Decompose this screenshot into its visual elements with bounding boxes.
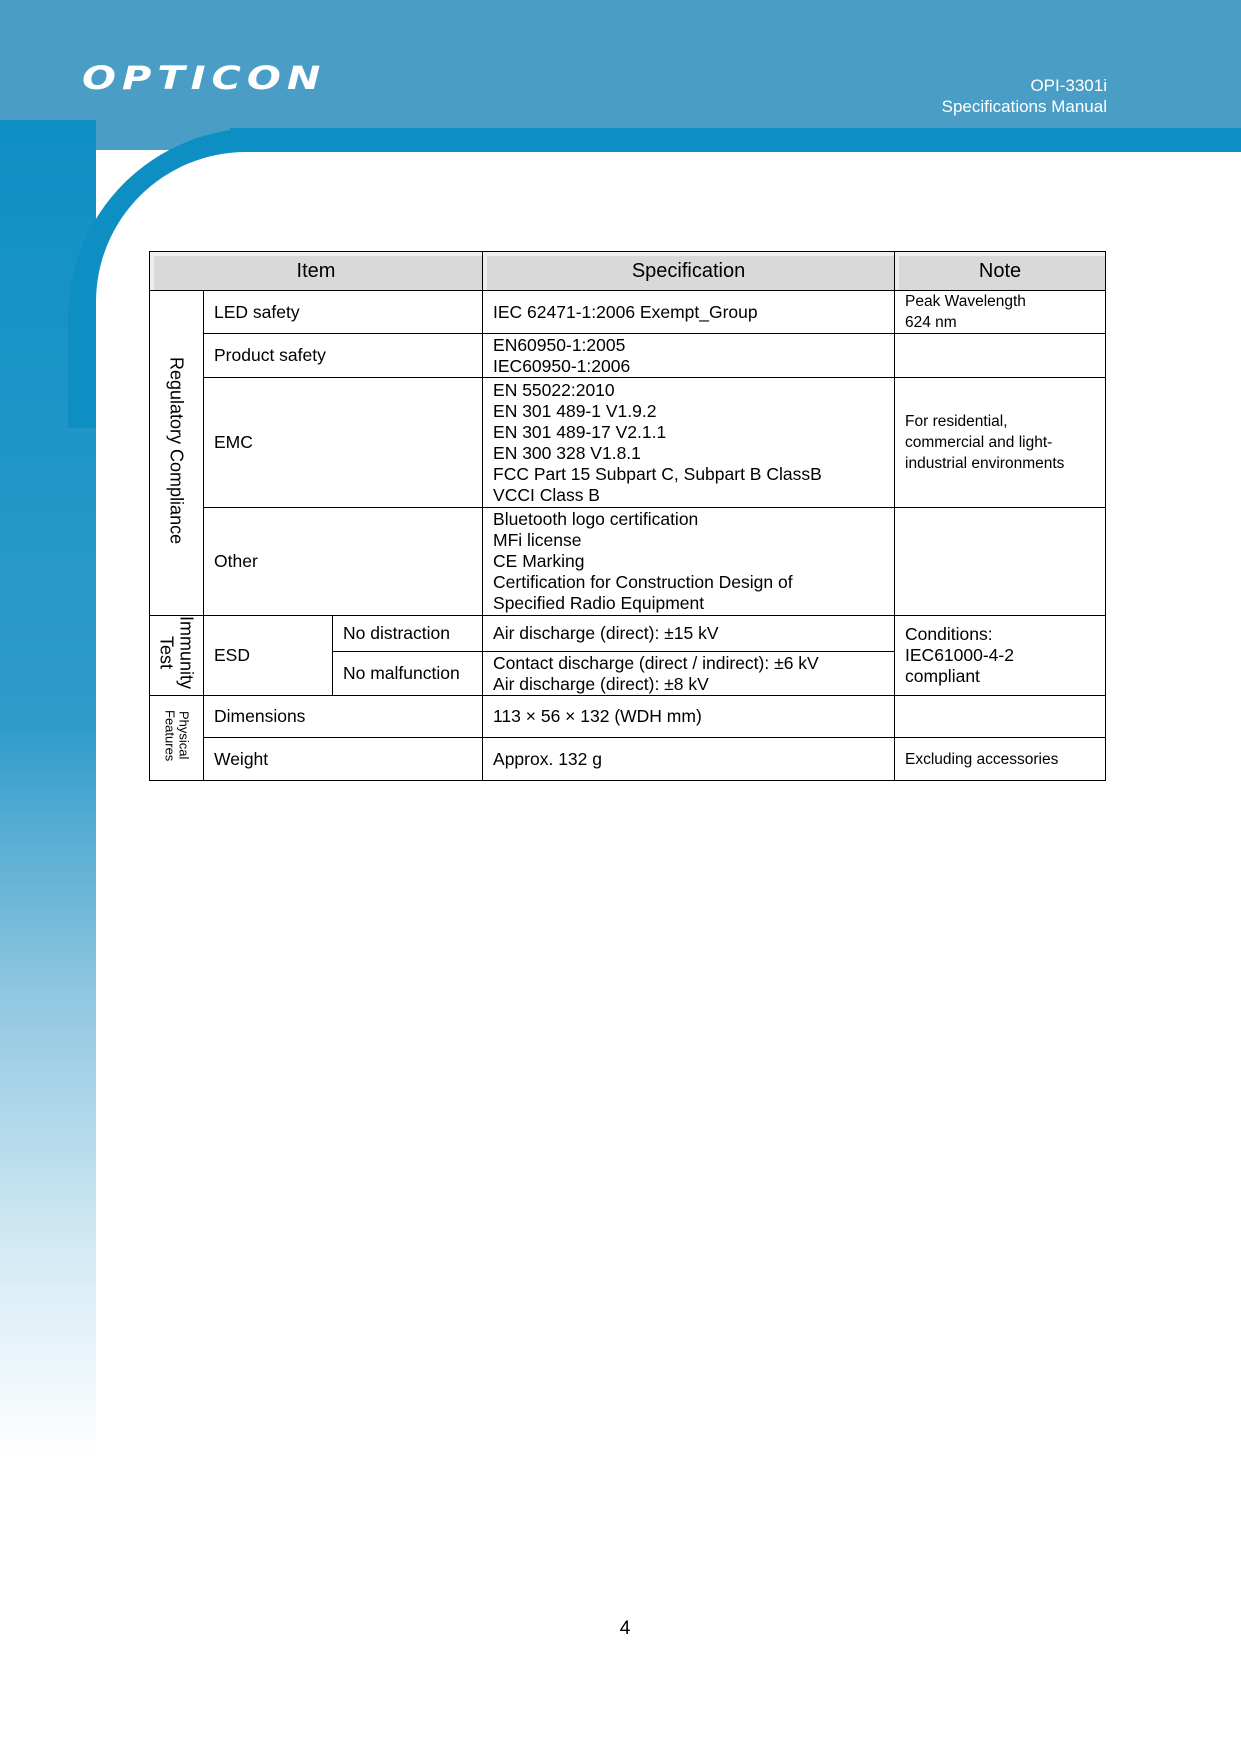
spec-cell [483,291,895,334]
spec-cell [483,378,895,508]
spec-line: Air discharge (direct): ±15 kV [493,623,719,643]
note-line: commercial and light- [905,434,1053,451]
spec-line: EN 301 489-1 V1.9.2 [493,400,657,421]
subitem-cell: No malfunction [333,652,483,696]
manual-title: Specifications Manual [941,97,1107,116]
spec-line: Air discharge (direct): ±8 kV [493,673,709,694]
spec-line: IEC 62471-1:2006 Exempt_Group [493,301,758,322]
spec-line: Bluetooth logo certification [493,509,699,529]
spec-cell [483,616,895,652]
spec-line: EN 300 328 V1.8.1 [493,442,641,463]
note-cell [895,738,1106,781]
subitem-cell: No distraction [333,616,483,652]
spec-line: IEC60950-1:2006 [493,355,631,376]
group-physical-features [150,696,204,781]
note-line: 624 nm [905,314,957,331]
item-cell: Weight [204,738,483,781]
document-title [942,75,1107,117]
note-cell [895,616,1106,696]
spec-cell [483,696,895,738]
spec-line: EN60950-1:2005 [493,334,626,355]
column-header-note: Note [895,252,1106,291]
spec-cell [483,508,895,616]
column-header-specification: Specification [483,252,895,291]
note-cell [895,696,1106,738]
spec-line: Approx. 132 g [493,748,602,769]
model-number: OPI-3301i [1030,76,1107,95]
table-row-led-safety [150,291,1106,334]
group-label: Regulatory Compliance [166,356,187,545]
note-line: compliant [905,666,980,686]
note-cell [895,508,1106,616]
note-line: For residential, [905,413,1008,430]
spec-cell [483,334,895,378]
group-immunity-test [150,616,204,696]
spec-line: Specified Radio Equipment [493,593,705,613]
spec-line: EN 301 489-17 V2.1.1 [493,421,667,442]
spec-line: VCCI Class B [493,484,600,505]
note-line: Peak Wavelength [905,293,1026,310]
item-cell: Dimensions [204,696,483,738]
opticon-logo: OPTICON [82,60,327,97]
table-row-product-safety [150,334,1106,378]
page-number: 4 [619,1618,631,1639]
table-row-esd-no-distraction [150,616,1106,652]
spec-line: CE Marking [493,551,585,571]
table-row-dimensions [150,696,1106,738]
group-label [157,616,197,689]
table-row-other [150,508,1106,616]
note-cell [895,378,1106,508]
table-row-weight [150,738,1106,781]
item-cell: Product safety [204,334,483,378]
note-line: IEC61000-4-2 [905,645,1014,665]
note-cell [895,334,1106,378]
note-line: industrial environments [905,455,1065,472]
item-cell: EMC [204,378,483,508]
note-line: Excluding accessories [905,750,1059,768]
spec-cell [483,652,895,696]
group-label-line: Features [162,709,178,762]
column-header-item: Item [150,252,483,291]
item-cell: ESD [204,616,333,696]
specifications-table [149,251,1106,781]
item-cell: Other [204,508,483,616]
table-header-row [150,252,1106,291]
group-label [163,710,191,761]
spec-line: Certification for Construction Design of [493,572,793,592]
spec-line: 113 × 56 × 132 (WDH mm) [493,706,702,726]
group-label-line: Test [156,636,177,670]
group-label-line: Immunity [176,616,197,690]
group-label-line: Physical [176,711,192,760]
spec-cell [483,738,895,781]
table-row-emc [150,378,1106,508]
spec-line: Contact discharge (direct / indirect): ±6 kV [493,652,819,673]
spec-line: EN 55022:2010 [493,379,615,400]
note-line: Conditions: [905,624,993,644]
spec-line: MFi license [493,530,582,550]
group-regulatory-compliance [150,291,204,616]
item-cell: LED safety [204,291,483,334]
note-cell [895,291,1106,334]
spec-line: FCC Part 15 Subpart C, Subpart B ClassB [493,463,822,484]
